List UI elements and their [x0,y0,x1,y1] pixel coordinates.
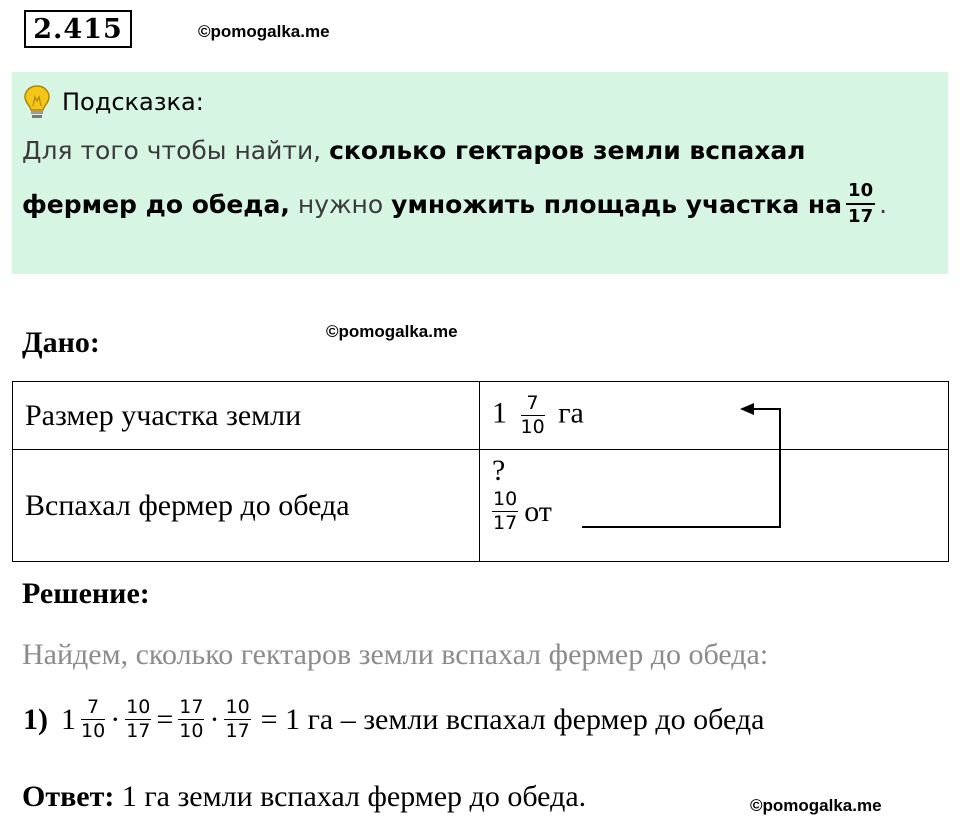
fraction [178,698,204,741]
fraction-numerator: 10 [846,182,875,205]
hint-text-bold: сколько гектаров земли вспахал [329,136,806,165]
fraction-denominator: 17 [493,512,518,534]
answer [22,780,586,814]
hint-text-plain: нужно [297,189,384,219]
answer-text: 1 га земли вспахал фермер до обеда. [121,780,587,813]
given-fraction [492,490,518,533]
hint-end: . [879,189,888,219]
fraction-numerator: 7 [81,698,105,720]
of-word: от [524,494,552,528]
given-label: Вспахал фермер до обеда [13,450,480,562]
fraction-denominator: 17 [225,720,250,742]
problem-number: 2.415 [24,10,132,48]
fraction [81,698,105,741]
hint-text-bold: умножить площадь участка на [391,189,843,219]
fraction-numerator: 10 [126,696,151,718]
solution-title: Решение: [22,577,150,610]
table-row [13,450,949,562]
hint-line-1 [22,136,806,165]
hint-title [22,84,204,120]
watermark: ©pomogalka.me [198,22,330,41]
watermark: ©pomogalka.me [326,322,458,341]
whole-number: 1 [61,702,76,736]
given-label: Размер участка земли [13,382,480,450]
fraction-numerator: 7 [521,394,545,416]
given-fraction [521,394,545,437]
equation-result: = 1 га – земли вспахал фермер до обеда [260,702,765,736]
table-row [13,382,949,450]
hint-text-bold: фермер до обеда, [22,189,290,219]
fraction-numerator: 10 [225,696,250,718]
whole-number: 1 [492,396,507,430]
fraction-denominator: 17 [126,720,151,742]
fraction [125,698,151,741]
multiply-sign: · [110,702,121,736]
solution-intro: Найдем, сколько гектаров земли вспахал фермер до обеда: [22,638,769,671]
unknown-mark: ? [492,454,506,487]
lightbulb-icon [22,84,52,120]
watermark: ©pomogalka.me [750,796,882,815]
fraction-denominator: 17 [848,206,874,227]
given-value [480,382,949,450]
multiply-sign: · [209,702,220,736]
answer-label: Ответ: [22,780,115,813]
step-label: 1) [23,702,48,736]
hint-line-2 [22,182,887,226]
unit: га [558,396,584,430]
hint-text-plain: Для того чтобы найти, [22,136,322,165]
fraction-numerator: 10 [493,488,518,510]
solution-equation [22,698,765,741]
hint-fraction [846,182,875,226]
given-value [480,450,949,562]
hint-title-text: Подсказка: [62,88,204,116]
given-table [12,381,949,562]
fraction-denominator: 10 [520,416,545,438]
fraction [224,698,250,741]
equals-sign: = [156,702,174,736]
fraction-denominator: 10 [179,720,204,742]
given-title: Дано: [22,326,100,359]
fraction-denominator: 10 [81,720,106,742]
fraction-numerator: 17 [179,696,204,718]
